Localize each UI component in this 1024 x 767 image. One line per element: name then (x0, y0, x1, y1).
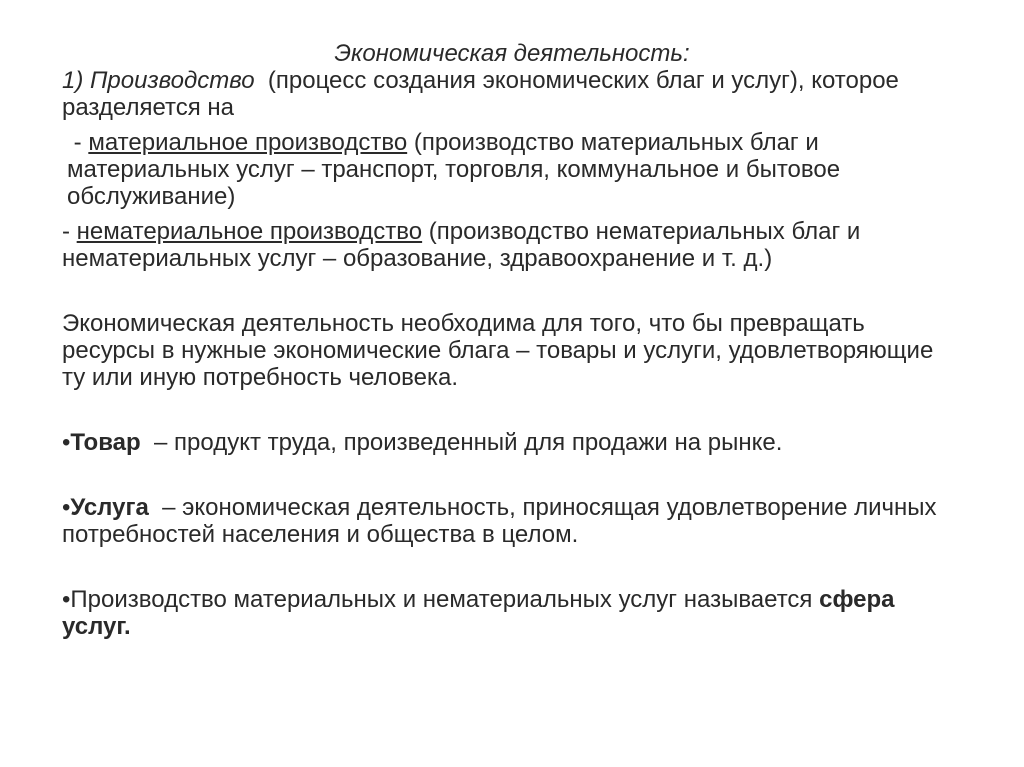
material-production-term: материальное производство (88, 129, 408, 156)
production-label: 1) Производство (62, 67, 255, 94)
material-prefix: - (67, 129, 89, 156)
sphere-bullet-item (62, 586, 962, 640)
slide-content (62, 40, 962, 640)
nonmaterial-prefix: - (62, 218, 77, 245)
slide-title: Экономическая деятельность: (334, 40, 690, 67)
nonmaterial-production-paragraph (62, 218, 962, 272)
service-bullet-item (62, 494, 962, 548)
goods-bullet: • (62, 429, 71, 456)
service-text: – экономическая деятельность, приносящая удовлетворение личных потребностей населения и общества в целом. (62, 494, 944, 548)
goods-term: Товар (70, 429, 141, 456)
purpose-paragraph: Экономическая деятельность необходима для того, что бы превращать ресурсы в нужные экономические блага – товары и услуги, удовлетворяющие ту или иную потребность человека. (62, 310, 934, 391)
sphere-term: сфера услуг. (62, 586, 895, 640)
sphere-text: Производство материальных и нематериальных услуг называется (70, 586, 820, 613)
service-term: Услуга (70, 494, 149, 521)
material-production-text: (производство материальных благ и материальных услуг – транспорт, торговля, коммунальное и бытовое обслуживание) (67, 129, 841, 210)
service-bullet: • (62, 494, 71, 521)
nonmaterial-production-text: (производство нематериальных благ и нематериальных услуг – образование, здравоохранение и т. д.) (62, 218, 861, 272)
production-paragraph (62, 67, 962, 121)
nonmaterial-production-term: нематериальное производство (76, 218, 423, 245)
goods-bullet-item (62, 429, 962, 456)
sphere-bullet: • (62, 586, 71, 613)
material-production-paragraph (62, 129, 962, 210)
goods-text: – продукт труда, произведенный для продажи на рынке. (140, 429, 783, 456)
production-text: (процесс создания экономических благ и услуг), которое разделяется на (62, 67, 906, 121)
